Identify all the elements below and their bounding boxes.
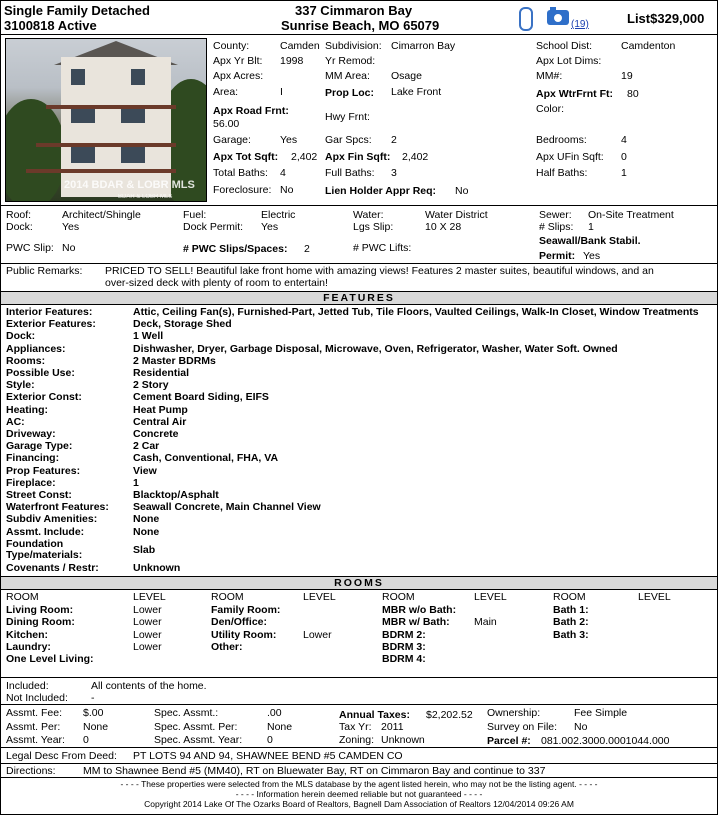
address-line2: Sunrise Beach, MO 65079 (281, 18, 440, 33)
area-label: Area: (213, 86, 239, 98)
foreclosure-value: No (280, 184, 294, 196)
assmt-fee-label: Assmt. Fee: (6, 707, 63, 719)
sewer-label: Sewer: (539, 209, 572, 221)
zoning-value: Unknown (381, 734, 425, 746)
county-label: County: (213, 40, 250, 52)
lien-value: No (455, 185, 469, 197)
bedrooms-value: 4 (621, 134, 627, 146)
lgs-slip-label: Lgs Slip: (353, 221, 394, 233)
feature-label: Garage Type: (6, 440, 73, 453)
divider (1, 263, 717, 264)
tot-sqft-value: 2,402 (291, 151, 318, 163)
fuel-label: Fuel: (183, 209, 207, 221)
included-label: Included: (6, 680, 49, 692)
foundation-label1: Foundation (6, 538, 64, 550)
spec-assmt-label: Spec. Assmt.: (154, 707, 219, 719)
fuel-value: Electric (261, 209, 296, 221)
subdivision-value: Cimarron Bay (391, 40, 456, 52)
rooms-header-level: LEVEL (133, 591, 166, 603)
hwy-frnt-label: Hwy Frnt: (325, 111, 370, 123)
fin-sqft-value: 2,402 (402, 151, 429, 163)
feature-value: View (133, 464, 157, 477)
garage-value: Yes (280, 134, 298, 146)
feature-label: Heating: (6, 403, 48, 416)
ownership-value: Fee Simple (574, 707, 628, 719)
photo-deck (46, 105, 176, 109)
not-included-label: Not Included: (6, 692, 68, 704)
pwc-slip-value: No (62, 242, 76, 254)
gar-spcs-value: 2 (391, 134, 397, 146)
rooms-section-title: ROOMS (1, 576, 717, 590)
zoning-label: Zoning: (339, 734, 375, 746)
feature-label: Exterior Const: (6, 391, 82, 404)
feature-label: Exterior Features: (6, 318, 96, 331)
rooms-header-room: ROOM (211, 591, 244, 603)
permit-value: Yes (583, 250, 601, 262)
total-baths-label: Total Baths: (213, 167, 268, 179)
feature-label: Assmt. Include: (6, 525, 85, 538)
feature-value: Cash, Conventional, FHA, VA (133, 452, 279, 465)
bedrooms-label: Bedrooms: (536, 134, 587, 146)
camera-icon[interactable] (547, 10, 569, 25)
list-price-value: $329,000 (650, 11, 705, 26)
survey-label: Survey on File: (487, 721, 558, 733)
feature-value: 1 (133, 476, 139, 489)
photo-deck (36, 143, 176, 147)
feature-value: Heat Pump (133, 403, 188, 416)
photo-tree-left (5, 99, 66, 202)
remarks-line2: over-sized deck with plenty of room to entertain! (105, 277, 328, 289)
feature-label: Interior Features: (6, 306, 93, 318)
divider (1, 763, 717, 764)
feature-value: Concrete (133, 428, 179, 440)
lien-label: Lien Holder Appr Req: (325, 185, 437, 197)
room-label: Living Room: (6, 604, 74, 616)
room-level: Lower (133, 640, 162, 653)
feature-label: Prop Features: (6, 464, 81, 477)
feature-label: Fireplace: (6, 476, 56, 489)
list-price (627, 12, 704, 26)
spec-assmt-per-label: Spec. Assmt. Per: (154, 721, 238, 733)
full-baths-value: 3 (391, 167, 397, 179)
rooms-header-room: ROOM (553, 591, 586, 603)
assmt-per-label: Assmt. Per: (6, 721, 61, 733)
property-type: Single Family Detached (4, 3, 150, 18)
slips-label: # Slips: (539, 221, 574, 233)
room-label: Bath 3: (553, 628, 589, 641)
room-level: Lower (133, 628, 162, 641)
pwc-lifts-label: # PWC Lifts: (353, 242, 412, 254)
room-label: Other: (211, 640, 243, 653)
feature-label: Driveway: (6, 428, 56, 440)
roof-value: Architect/Shingle (62, 209, 141, 221)
room-label: Family Room: (211, 604, 281, 616)
rooms-header-room: ROOM (382, 591, 415, 603)
legal-desc-label: Legal Desc From Deed: (6, 750, 117, 762)
feature-value: None (133, 525, 160, 538)
feature-label: Subdiv Amenities: (6, 513, 98, 526)
rooms-header-level: LEVEL (638, 591, 671, 603)
feature-label: Style: (6, 379, 35, 392)
permit-label: Permit: (539, 250, 576, 262)
annual-taxes-value: $2,202.52 (426, 709, 473, 721)
list-price-label: List (627, 11, 651, 26)
fin-sqft-label: Apx Fin Sqft: (325, 151, 391, 163)
remarks-label: Public Remarks: (6, 265, 83, 277)
room-label: Den/Office: (211, 616, 268, 629)
feature-value: Attic, Ceiling Fan(s), Furnished-Part, Jetted Tub, Tile Floors, Vaulted Ceilings, Walk-In Closet, Window Treatments (133, 306, 699, 318)
acres-label: Apx Acres: (213, 70, 264, 82)
parcel-label: Parcel #: (487, 735, 531, 747)
dock-permit-value: Yes (261, 221, 279, 233)
color-label: Color: (536, 103, 565, 115)
photo-count-link[interactable]: (19) (571, 19, 589, 30)
spec-assmt-year-value: 0 (267, 734, 273, 746)
divider (1, 704, 717, 705)
spec-assmt-year-label: Spec. Assmt. Year: (154, 734, 243, 746)
photo-watermark-small: BDAR & LOBR MLS (118, 194, 173, 200)
dock-permit-label: Dock Permit: (183, 221, 244, 233)
divider (1, 777, 717, 778)
room-label: BDRM 3: (382, 640, 426, 653)
directions-value: MM to Shawnee Bend #5 (MM40), RT on Bluewater Bay, RT on Cimmaron Bay and continue to 337 (83, 765, 546, 777)
foundation-label2: Type/materials: (6, 549, 83, 561)
property-photo[interactable] (5, 38, 207, 202)
covenants-value: Unknown (133, 562, 181, 574)
lgs-slip-value: 10 X 28 (425, 221, 462, 233)
ufin-sqft-label: Apx UFin Sqft: (536, 151, 604, 163)
features-section-title: FEATURES (1, 291, 717, 305)
footer-disclaimer: - - - - These properties were selected from the MLS database by the agent listed herein, who may not be the listing agent. - - - - (120, 779, 598, 789)
assmt-per-value: None (83, 721, 109, 733)
road-frnt-value: 56.00 (213, 118, 240, 130)
county-value: Camden (280, 40, 320, 52)
directions-label: Directions: (6, 765, 56, 777)
half-baths-label: Half Baths: (536, 167, 588, 179)
yr-remod-label: Yr Remod: (325, 55, 376, 67)
sewer-value: On-Site Treatment (588, 209, 674, 221)
covenants-label: Covenants / Restr: (6, 562, 99, 574)
legal-desc-value: PT LOTS 94 AND 94, SHAWNEE BEND #5 CAMDEN CO (133, 750, 403, 762)
feature-label: Financing: (6, 452, 60, 465)
rooms-header-level: LEVEL (303, 591, 336, 603)
not-included-value: - (91, 692, 95, 704)
foundation-value: Slab (133, 544, 156, 556)
garage-label: Garage: (213, 134, 251, 146)
dock-value: Yes (62, 221, 80, 233)
mls-number-status: 3100818 Active (4, 18, 97, 33)
wtr-frnt-value: 80 (627, 88, 639, 100)
spec-assmt-per-value: None (267, 721, 293, 733)
feature-value: Dishwasher, Dryer, Garbage Disposal, Microwave, Oven, Refrigerator, Washer, Water Soft. Owned (133, 342, 618, 355)
feature-label: Rooms: (6, 354, 46, 367)
yr-blt-label: Apx Yr Blt: (213, 55, 263, 67)
rooms-header-level: LEVEL (474, 591, 507, 603)
pwc-slip-label: PWC Slip: (6, 242, 54, 254)
feature-label: Appliances: (6, 342, 66, 355)
mm-area-value: Osage (391, 70, 422, 82)
feature-value: Deck, Storage Shed (133, 318, 232, 331)
divider (1, 677, 717, 678)
spec-assmt-value: .00 (267, 707, 282, 719)
feature-label: Dock: (6, 330, 36, 343)
remarks-line1: PRICED TO SELL! Beautiful lake front home with amazing views! Features 2 master suites, beautiful windows, and an (105, 265, 654, 277)
foreclosure-label: Foreclosure: (213, 184, 272, 196)
water-value: Water District (425, 209, 488, 221)
room-level: Main (474, 616, 497, 629)
road-frnt-label: Apx Road Frnt: (213, 105, 289, 117)
rooms-header-room: ROOM (6, 591, 39, 603)
room-label: Bath 1: (553, 604, 589, 616)
gar-spcs-label: Gar Spcs: (325, 134, 372, 146)
room-label: Bath 2: (553, 616, 589, 629)
water-label: Water: (353, 209, 384, 221)
address-line1: 337 Cimmaron Bay (295, 3, 413, 18)
prop-loc-label: Prop Loc: (325, 87, 374, 99)
feature-value: Central Air (133, 415, 187, 428)
feature-label: Possible Use: (6, 367, 75, 379)
feature-value: 1 Well (133, 330, 164, 343)
room-label: BDRM 4: (382, 653, 426, 666)
listing-header (1, 1, 717, 35)
roof-label: Roof: (6, 209, 32, 221)
room-label: Laundry: (6, 640, 51, 653)
assmt-year-label: Assmt. Year: (6, 734, 65, 746)
ufin-sqft-value: 0 (621, 151, 627, 163)
included-value: All contents of the home. (91, 680, 207, 692)
feature-label: Waterfront Features: (6, 501, 109, 514)
room-label: BDRM 2: (382, 628, 426, 641)
room-label: MBR w/ Bath: (382, 616, 450, 629)
assmt-fee-value: $.00 (83, 707, 104, 719)
subdivision-label: Subdivision: (325, 40, 382, 52)
feature-label: Street Const: (6, 489, 72, 501)
school-label: School Dist: (536, 40, 593, 52)
area-value: I (280, 86, 283, 98)
feature-value: None (133, 513, 160, 526)
wtr-frnt-label: Apx WtrFrnt Ft: (536, 88, 613, 100)
school-value: Camdenton (621, 40, 676, 52)
slips-value: 1 (588, 221, 594, 233)
half-baths-value: 1 (621, 167, 627, 179)
photo-window (131, 69, 145, 85)
footer-reliability: - - - - Information herein deemed reliable but not guaranteed - - - - (235, 789, 483, 799)
full-baths-label: Full Baths: (325, 167, 375, 179)
divider (1, 205, 717, 206)
mm-number-label: MM#: (536, 70, 563, 82)
feature-value: Residential (133, 367, 190, 379)
tot-sqft-label: Apx Tot Sqft: (213, 151, 279, 163)
divider (1, 747, 717, 748)
feature-value: Blacktop/Asphalt (133, 489, 219, 501)
mm-area-label: MM Area: (325, 70, 370, 82)
tax-yr-label: Tax Yr: (339, 721, 372, 733)
assmt-year-value: 0 (83, 734, 89, 746)
photo-watermark: 2014 BDAR & LOBR MLS (64, 179, 195, 191)
feature-label: AC: (6, 415, 25, 428)
mm-number-value: 19 (621, 70, 633, 82)
parcel-value: 081.002.3000.0001044.000 (541, 735, 670, 747)
room-label: Utility Room: (211, 628, 277, 641)
photo-deck (26, 169, 176, 173)
lot-dims-label: Apx Lot Dims: (536, 55, 602, 67)
pwc-spaces-value: 2 (304, 243, 310, 255)
survey-value: No (574, 721, 588, 733)
total-baths-value: 4 (280, 167, 286, 179)
tax-yr-value: 2011 (381, 721, 404, 733)
feature-value: 2 Master BDRMs (133, 354, 216, 367)
photo-house (61, 57, 171, 197)
yr-blt-value: 1998 (280, 55, 304, 67)
room-label: Dining Room: (6, 616, 75, 629)
ownership-label: Ownership: (487, 707, 541, 719)
seawall-label: Seawall/Bank Stabil. (539, 235, 641, 247)
room-label: Kitchen: (6, 628, 48, 641)
feature-value: 2 Story (133, 379, 169, 392)
room-label: MBR w/o Bath: (382, 604, 457, 616)
feature-value: 2 Car (133, 440, 160, 453)
photo-window (71, 69, 85, 85)
paperclip-icon[interactable] (519, 7, 533, 31)
room-level: Lower (303, 628, 332, 641)
footer-copyright: Copyright 2014 Lake Of The Ozarks Board of Realtors, Bagnell Dam Association of Realtors 12/04/2014 09:26 AM (144, 799, 574, 809)
prop-loc-value: Lake Front (391, 86, 442, 98)
room-level: Lower (133, 604, 162, 616)
room-label: One Level Living: (6, 653, 94, 666)
dock-label: Dock: (6, 221, 33, 233)
room-level: Lower (133, 616, 162, 629)
feature-value: Seawall Concrete, Main Channel View (133, 501, 321, 514)
feature-value: Cement Board Siding, EIFS (133, 391, 269, 404)
annual-taxes-label: Annual Taxes: (339, 709, 410, 721)
pwc-spaces-label: # PWC Slips/Spaces: (183, 243, 288, 255)
